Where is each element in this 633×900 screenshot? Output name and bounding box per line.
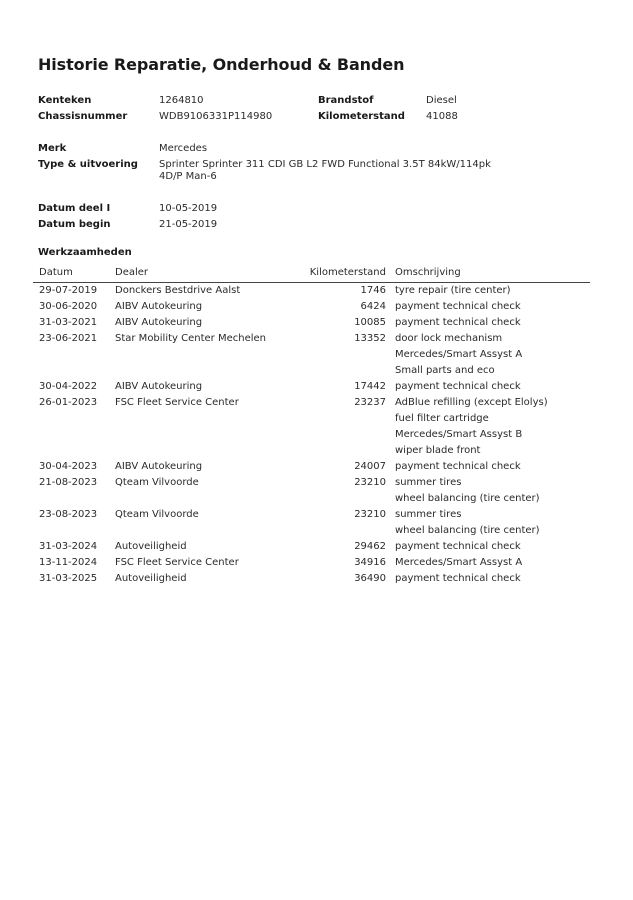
merk-label: Merk — [38, 143, 67, 154]
table-row — [33, 475, 590, 491]
row-datum: 31-03-2025 — [39, 573, 98, 584]
table-row — [33, 459, 590, 475]
row-omschrijving: summer tires — [395, 477, 462, 488]
row-omschrijving: payment technical check — [395, 381, 521, 392]
row-omschrijving: Mercedes/Smart Assyst A — [395, 557, 523, 568]
table-row — [33, 507, 590, 523]
row-omschrijving: wheel balancing (tire center) — [395, 525, 540, 536]
table-row — [33, 331, 590, 347]
row-kilometerstand: 36490 — [354, 573, 386, 584]
row-dealer: Qteam Vilvoorde — [115, 477, 199, 488]
row-datum: 23-08-2023 — [39, 509, 98, 520]
type-value: Sprinter Sprinter 311 CDI GB L2 FWD Functional 3.5T 84kW/114pk 4D/P Man-6 — [159, 159, 491, 182]
row-dealer: Autoveiligheid — [115, 573, 187, 584]
row-datum: 31-03-2021 — [39, 317, 98, 328]
row-dealer: AIBV Autokeuring — [115, 301, 203, 312]
row-datum: 13-11-2024 — [39, 557, 98, 568]
header-dealer: Dealer — [115, 267, 149, 278]
table-row — [33, 523, 590, 539]
row-kilometerstand: 10085 — [354, 317, 386, 328]
table-row — [33, 411, 590, 427]
header-datum: Datum — [39, 267, 73, 278]
row-datum: 30-04-2023 — [39, 461, 98, 472]
row-dealer: Donckers Bestdrive Aalst — [115, 285, 241, 296]
table-row — [33, 283, 590, 299]
row-dealer: FSC Fleet Service Center — [115, 397, 239, 408]
row-kilometerstand: 6424 — [360, 301, 386, 312]
chassis-label: Chassisnummer — [38, 111, 128, 122]
table-row — [33, 315, 590, 331]
table-row — [33, 491, 590, 507]
row-datum: 23-06-2021 — [39, 333, 98, 344]
table-row — [33, 363, 590, 379]
kenteken-value: 1264810 — [159, 95, 204, 106]
row-datum: 29-07-2019 — [39, 285, 98, 296]
datum-deel1-label: Datum deel I — [38, 203, 111, 214]
row-omschrijving: Mercedes/Smart Assyst B — [395, 429, 523, 440]
kilometerstand-label: Kilometerstand — [318, 111, 405, 122]
row-dealer: Autoveiligheid — [115, 541, 187, 552]
row-omschrijving: fuel filter cartridge — [395, 413, 489, 424]
table-row — [33, 555, 590, 571]
header-omschrijving: Omschrijving — [395, 267, 461, 278]
werkzaamheden-table — [33, 266, 590, 587]
brandstof-label: Brandstof — [318, 95, 374, 106]
row-omschrijving: wheel balancing (tire center) — [395, 493, 540, 504]
row-dealer: Star Mobility Center Mechelen — [115, 333, 267, 344]
row-kilometerstand: 23237 — [354, 397, 386, 408]
row-omschrijving: AdBlue refilling (except Elolys) — [395, 397, 548, 408]
table-row — [33, 347, 590, 363]
row-kilometerstand: 24007 — [354, 461, 386, 472]
table-row — [33, 427, 590, 443]
row-dealer: AIBV Autokeuring — [115, 381, 203, 392]
row-omschrijving: Small parts and eco — [395, 365, 495, 376]
row-dealer: AIBV Autokeuring — [115, 317, 203, 328]
table-row — [33, 443, 590, 459]
table-row — [33, 299, 590, 315]
brandstof-value: Diesel — [426, 95, 457, 106]
row-dealer: Qteam Vilvoorde — [115, 509, 199, 520]
kilometerstand-value: 41088 — [426, 111, 458, 122]
row-omschrijving: payment technical check — [395, 461, 521, 472]
page-title: Historie Reparatie, Onderhoud & Banden — [38, 55, 405, 74]
row-kilometerstand: 23210 — [354, 477, 386, 488]
table-row — [33, 379, 590, 395]
type-label: Type & uitvoering — [38, 159, 138, 170]
chassis-value: WDB9106331P114980 — [159, 111, 273, 122]
row-omschrijving: Mercedes/Smart Assyst A — [395, 349, 523, 360]
row-kilometerstand: 34916 — [354, 557, 386, 568]
row-omschrijving: tyre repair (tire center) — [395, 285, 511, 296]
row-omschrijving: payment technical check — [395, 573, 521, 584]
header-kilometerstand: Kilometerstand — [309, 267, 386, 278]
table-row — [33, 395, 590, 411]
datum-begin-label: Datum begin — [38, 219, 111, 230]
kenteken-label: Kenteken — [38, 95, 92, 106]
row-kilometerstand: 29462 — [354, 541, 386, 552]
row-kilometerstand: 17442 — [354, 381, 386, 392]
datum-begin-value: 21-05-2019 — [159, 219, 218, 230]
row-omschrijving: payment technical check — [395, 301, 521, 312]
table-row — [33, 571, 590, 587]
datum-deel1-value: 10-05-2019 — [159, 203, 218, 214]
row-omschrijving: wiper blade front — [395, 445, 481, 456]
row-kilometerstand: 1746 — [360, 285, 386, 296]
table-header — [33, 266, 590, 283]
row-datum: 30-06-2020 — [39, 301, 98, 312]
merk-value: Mercedes — [159, 143, 208, 154]
row-dealer: AIBV Autokeuring — [115, 461, 203, 472]
row-omschrijving: door lock mechanism — [395, 333, 503, 344]
row-omschrijving: summer tires — [395, 509, 462, 520]
row-datum: 26-01-2023 — [39, 397, 98, 408]
table-body — [33, 283, 590, 587]
row-datum: 31-03-2024 — [39, 541, 98, 552]
row-kilometerstand: 23210 — [354, 509, 386, 520]
row-datum: 30-04-2022 — [39, 381, 98, 392]
row-datum: 21-08-2023 — [39, 477, 98, 488]
row-kilometerstand: 13352 — [354, 333, 386, 344]
row-omschrijving: payment technical check — [395, 317, 521, 328]
row-omschrijving: payment technical check — [395, 541, 521, 552]
table-row — [33, 539, 590, 555]
werkzaamheden-heading: Werkzaamheden — [38, 247, 132, 258]
row-dealer: FSC Fleet Service Center — [115, 557, 239, 568]
